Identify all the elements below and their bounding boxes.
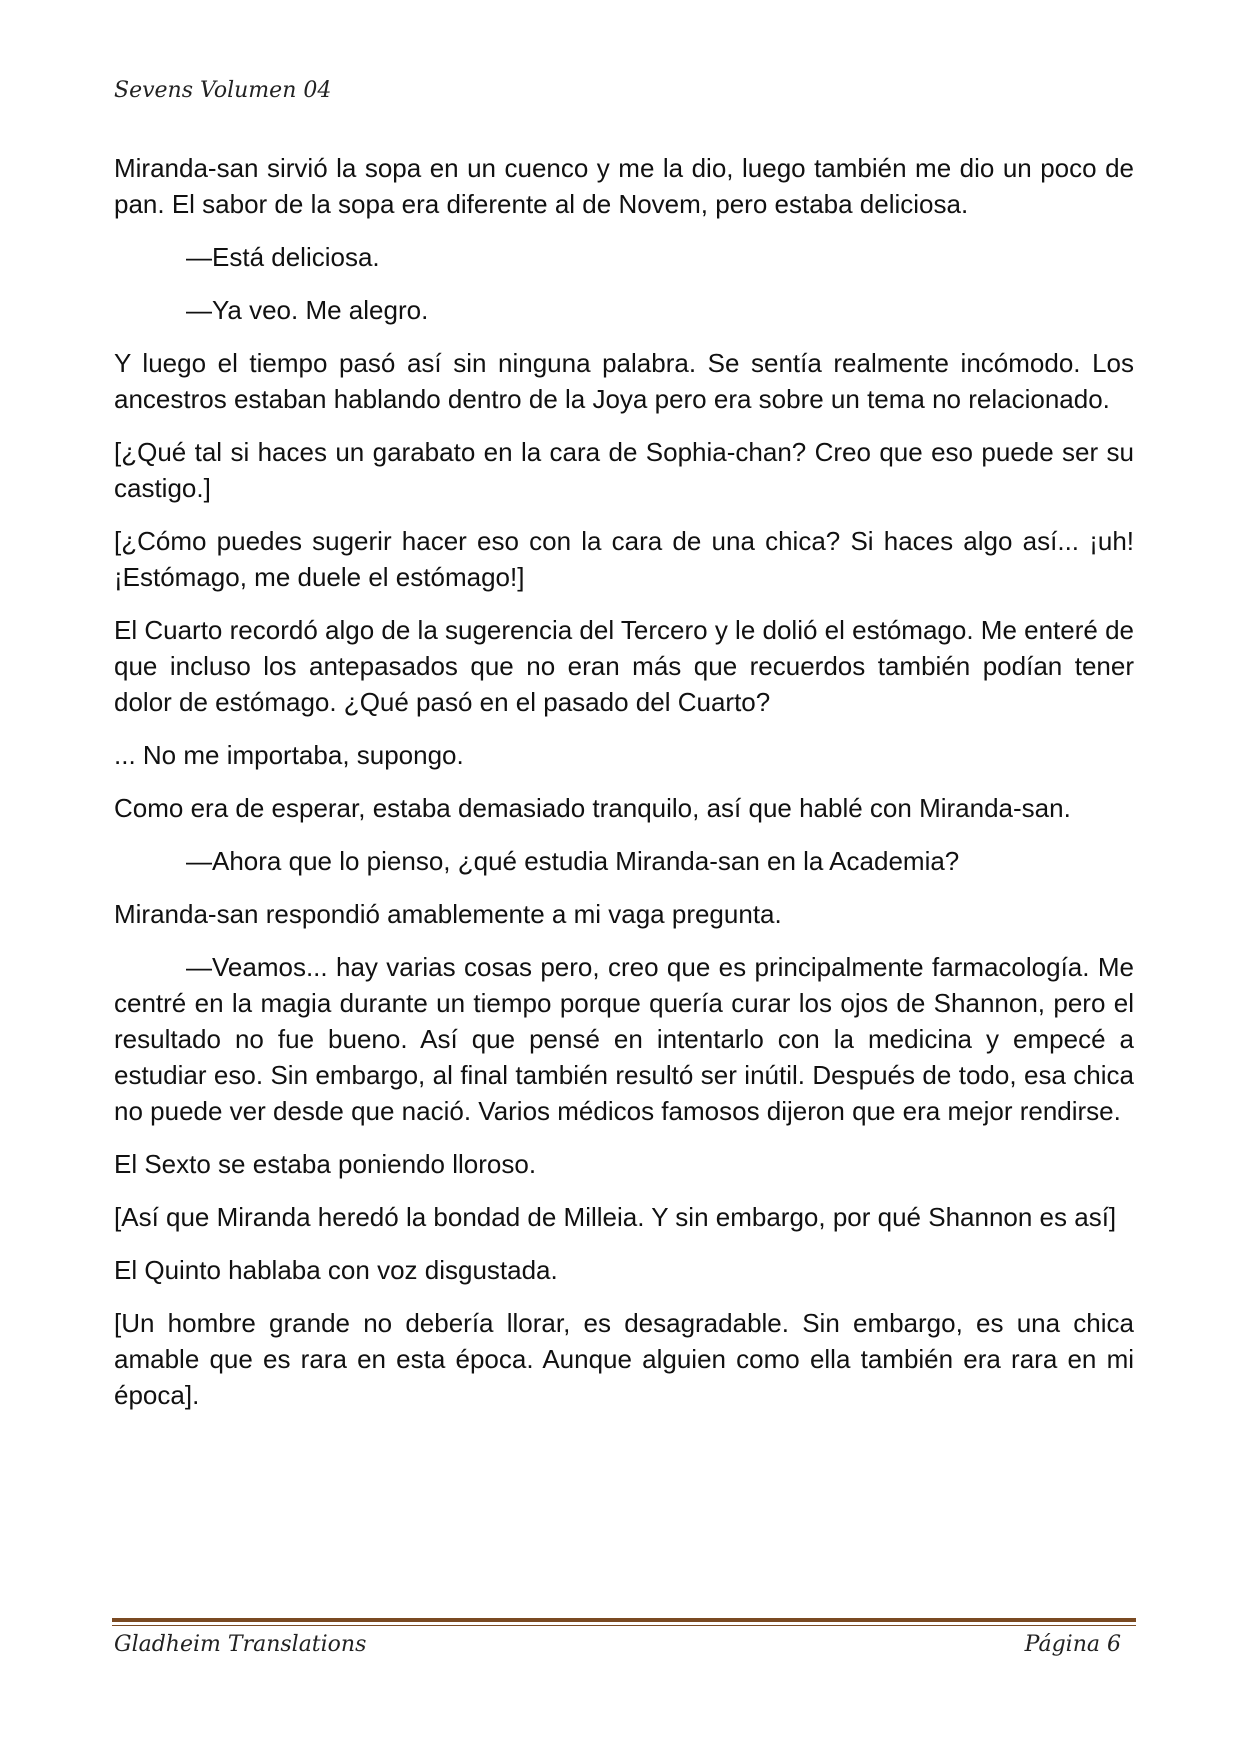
dialogue-line: —Ahora que lo pienso, ¿qué estudia Miranda-san en la Academia? <box>186 846 960 876</box>
paragraph: [¿Qué tal si haces un garabato en la cara de Sophia-chan? Creo que eso puede ser su castigo.] <box>114 437 1134 503</box>
paragraph: Miranda-san respondió amablemente a mi vaga pregunta. <box>114 899 782 929</box>
paragraph: El Quinto hablaba con voz disgustada. <box>114 1255 558 1285</box>
page-number: Página 6 <box>1024 1632 1121 1657</box>
paragraph: El Sexto se estaba poniendo lloroso. <box>114 1149 537 1179</box>
dialogue-line: —Ya veo. Me alegro. <box>186 295 429 325</box>
paragraph: [Así que Miranda heredó la bondad de Milleia. Y sin embargo, por qué Shannon es así] <box>114 1202 1117 1232</box>
footer-credit: Gladheim Translations <box>114 1632 367 1657</box>
dialogue-line: —Está deliciosa. <box>186 242 380 272</box>
running-header: Sevens Volumen 04 <box>114 78 332 103</box>
footer-divider-thin <box>112 1625 1136 1626</box>
paragraph: El Cuarto recordó algo de la sugerencia del Tercero y le dolió el estómago. Me enteré de que incluso los antepasados que no eran más que recuerdos también podían tener dolor de estómago. ¿Qué pasó en el pasado del Cuarto? <box>114 615 1134 717</box>
paragraph: [¿Cómo puedes sugerir hacer eso con la cara de una chica? Si haces algo así... ¡uh! ¡Estómago, me duele el estómago!] <box>114 526 1134 592</box>
paragraph: Y luego el tiempo pasó así sin ninguna palabra. Se sentía realmente incómodo. Los ancestros estaban hablando dentro de la Joya pero era sobre un tema no relacionado. <box>114 348 1134 414</box>
footer-divider <box>112 1618 1136 1622</box>
paragraph: [Un hombre grande no debería llorar, es desagradable. Sin embargo, es una chica amable que es rara en esta época. Aunque alguien como ella también era rara en mi época]. <box>114 1308 1134 1410</box>
dialogue-line: —Veamos... hay varias cosas pero, creo que es principalmente farmacología. Me centré en la magia durante un tiempo porque quería curar los ojos de Shannon, pero el resultado no fue bueno. Así que pensé en intentarlo con la medicina y empecé a estudiar eso. Sin embargo, al final también resultó ser inútil. Después de todo, esa chica no puede ver desde que nació. Varios médicos famosos dijeron que era mejor rendirse. <box>114 952 1134 1126</box>
paragraph: Miranda-san sirvió la sopa en un cuenco y me la dio, luego también me dio un poco de pan. El sabor de la sopa era diferente al de Novem, pero estaba deliciosa. <box>114 153 1134 219</box>
paragraph: ... No me importaba, supongo. <box>114 740 464 770</box>
paragraph: Como era de esperar, estaba demasiado tranquilo, así que hablé con Miranda-san. <box>114 793 1071 823</box>
page-body <box>114 150 1134 1430</box>
